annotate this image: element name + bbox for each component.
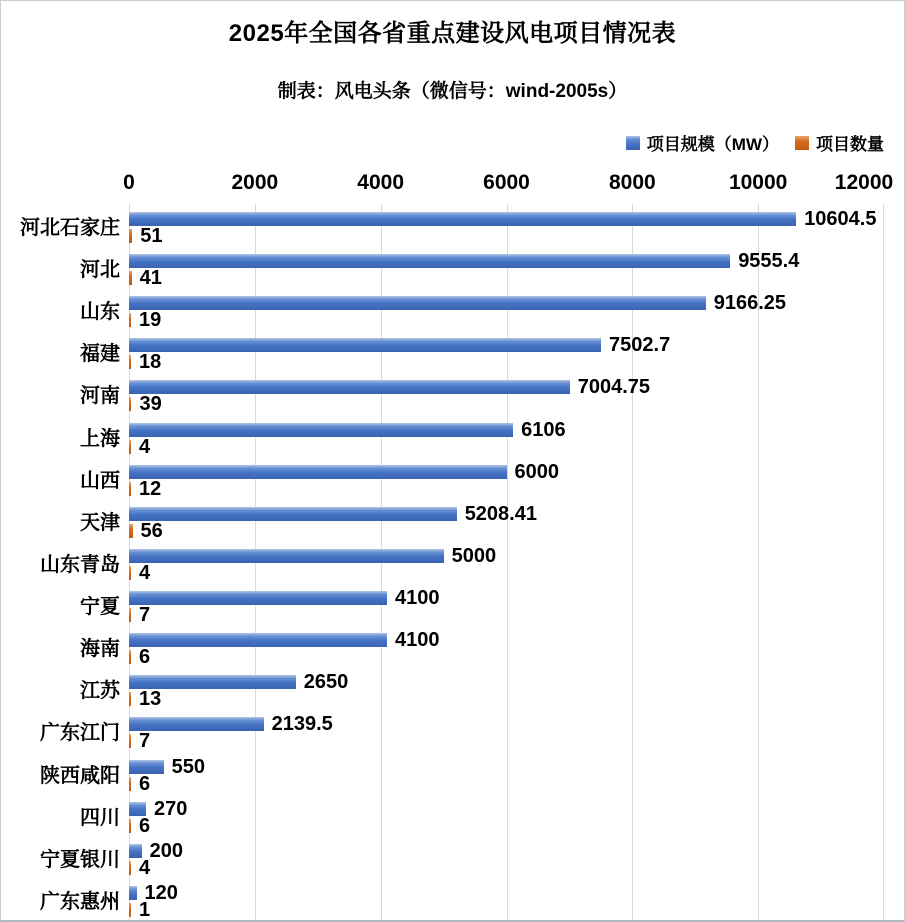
legend-item-count [795, 130, 884, 155]
count-value-label: 4 [139, 561, 151, 584]
legend-label-scale: 项目规模（MW） [646, 135, 779, 154]
count-bar [129, 355, 131, 369]
count-bar [129, 861, 131, 875]
scale-value-label: 550 [171, 755, 205, 778]
scale-bar [129, 549, 444, 563]
legend-item-scale [626, 130, 779, 155]
scale-value-label: 4100 [394, 629, 440, 652]
scale-value-label: 9555.4 [738, 250, 800, 273]
count-bar [129, 566, 131, 580]
x-tick-label: 6000 [483, 171, 530, 194]
scale-bar [129, 380, 570, 394]
x-tick-label: 4000 [357, 171, 405, 194]
scale-bar [129, 886, 137, 900]
count-value-label: 6 [139, 814, 151, 837]
x-tick-label: 10000 [728, 171, 788, 194]
bar-row [80, 583, 884, 627]
scale-value-label: 120 [144, 881, 178, 904]
scale-value-label: 5208.41 [464, 502, 537, 525]
category-label: 天津 [80, 511, 120, 534]
count-value-label: 6 [139, 646, 151, 669]
legend [626, 130, 884, 155]
x-tick-label: 0 [123, 171, 135, 194]
bar-row [80, 625, 884, 669]
count-value-label: 39 [139, 393, 162, 416]
count-value-label: 19 [139, 309, 162, 332]
scale-bar [129, 465, 507, 479]
scale-value-label: 5000 [451, 544, 497, 567]
count-value-label: 18 [139, 351, 162, 374]
bar-row [20, 204, 884, 247]
bar-row [80, 372, 884, 416]
count-value-label: 4 [139, 435, 151, 458]
bar-row [80, 246, 884, 290]
scale-value-label: 2139.5 [271, 713, 333, 736]
bar-row [40, 752, 884, 795]
bar-row [40, 541, 884, 584]
scale-value-label: 6000 [514, 460, 559, 483]
category-label: 上海 [80, 427, 120, 450]
scale-value-label: 9166.25 [713, 292, 786, 315]
bar-row [80, 499, 884, 542]
category-label: 河北石家庄 [20, 217, 120, 239]
x-tick-label: 8000 [608, 171, 656, 194]
category-label: 海南 [80, 638, 120, 661]
scale-value-label: 7502.7 [609, 334, 671, 357]
scale-value-label: 2650 [303, 671, 349, 694]
count-bar [129, 734, 131, 748]
scale-bar [129, 212, 796, 226]
scale-value-label: 4100 [394, 587, 440, 610]
x-tick-label: 12000 [834, 171, 894, 194]
count-bar [129, 819, 131, 833]
count-bar [129, 524, 133, 538]
category-label: 山西 [80, 469, 120, 492]
scale-bar [129, 296, 706, 310]
count-value-label: 51 [140, 225, 163, 247]
category-label: 河南 [80, 385, 120, 408]
count-bar [129, 903, 131, 917]
category-label: 广东惠州 [40, 890, 120, 913]
count-value-label: 12 [139, 477, 162, 500]
count-value-label: 13 [139, 688, 162, 711]
count-bar [129, 271, 132, 285]
count-bar [129, 692, 131, 706]
category-label: 陕西咸阳 [40, 764, 120, 787]
count-value-label: 41 [139, 267, 162, 290]
category-label: 山东青岛 [40, 553, 120, 576]
bar-row [80, 794, 884, 837]
scale-bar [129, 591, 387, 605]
legend-swatch-blue-icon [626, 136, 640, 150]
category-label: 江苏 [80, 680, 120, 703]
count-bar [129, 608, 131, 622]
scale-value-label: 270 [153, 797, 188, 820]
plot-area [20, 204, 884, 921]
bar-row [40, 709, 884, 753]
category-label: 广东江门 [40, 722, 120, 745]
bar-row [80, 667, 884, 711]
category-label: 宁夏 [80, 596, 120, 619]
bar-row [80, 288, 884, 332]
count-bar [129, 397, 131, 411]
category-label: 宁夏银川 [40, 848, 120, 871]
legend-swatch-orange-icon [795, 136, 809, 150]
count-value-label: 4 [139, 856, 151, 879]
category-label: 河北 [80, 259, 120, 282]
chart-title: 2025年全国各省重点建设风电项目情况表 [228, 20, 677, 47]
scale-value-label: 10604.5 [804, 208, 877, 230]
scale-bar [129, 338, 601, 352]
scale-value-label: 6106 [521, 418, 566, 441]
x-tick-label: 2000 [231, 171, 279, 194]
x-axis [123, 169, 894, 197]
count-value-label: 7 [139, 730, 151, 753]
scale-bar [129, 423, 513, 437]
count-value-label: 7 [139, 604, 151, 627]
category-label: 福建 [80, 343, 120, 366]
chart-subtitle: 制表：风电头条（微信号：wind-2005s） [277, 81, 628, 102]
bar-row [40, 836, 884, 879]
scale-value-label: 200 [149, 839, 183, 862]
category-label: 四川 [80, 806, 120, 829]
scale-value-label: 7004.75 [577, 376, 650, 399]
scale-bar [129, 254, 730, 268]
bar-row [40, 878, 884, 921]
scale-bar [129, 507, 457, 521]
count-value-label: 6 [139, 772, 151, 795]
category-label: 山东 [80, 301, 120, 324]
count-value-label: 56 [140, 519, 163, 542]
bar-row [80, 330, 884, 374]
scale-bar [129, 633, 387, 647]
bar-row [80, 415, 884, 458]
count-bar [129, 440, 131, 454]
count-bar [129, 482, 131, 496]
count-bar [129, 650, 131, 664]
count-bar [129, 777, 131, 791]
count-bar [129, 229, 132, 243]
bar-row [80, 457, 884, 500]
count-value-label: 1 [139, 898, 151, 921]
legend-label-count: 项目数量 [816, 135, 884, 154]
count-bar [129, 313, 131, 327]
